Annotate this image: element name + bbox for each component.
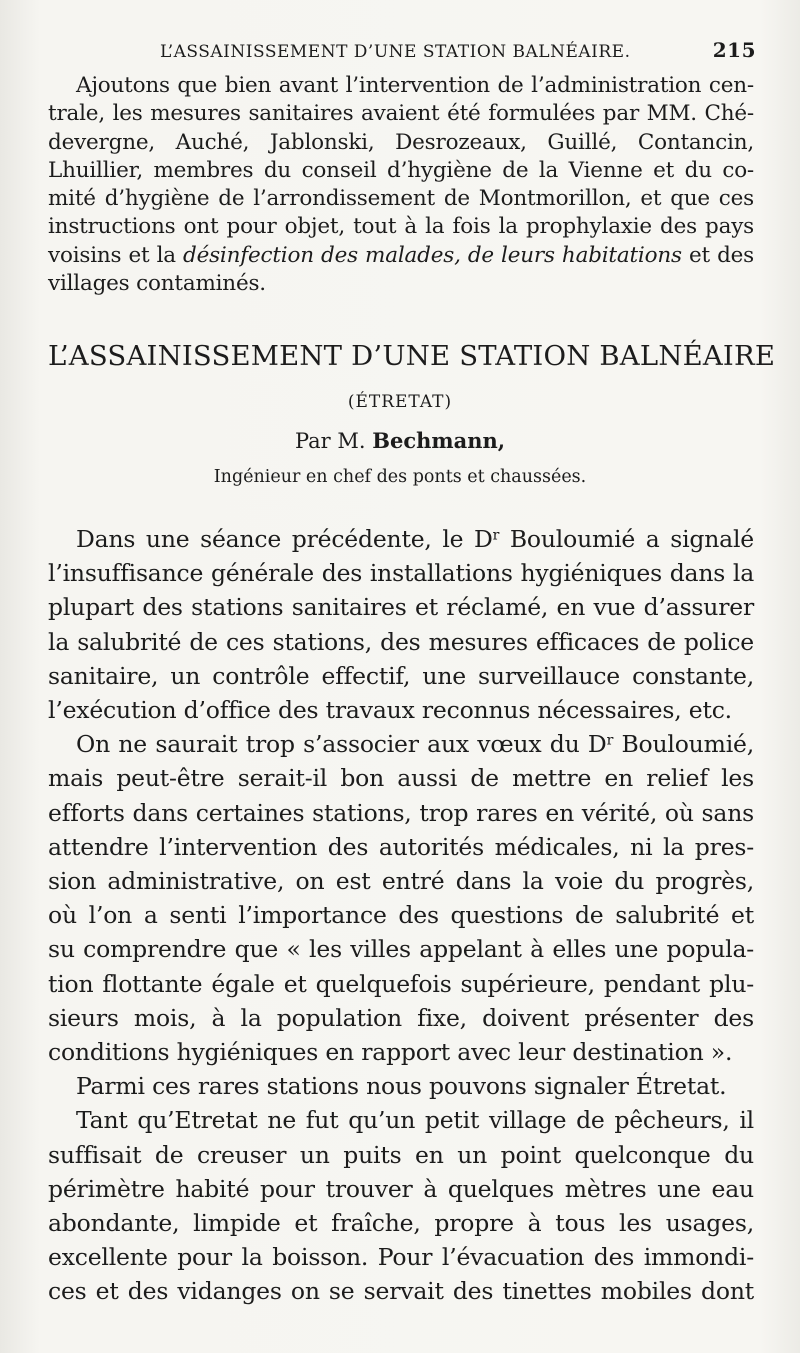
text-line (48, 242, 754, 270)
text-fragment: et des (681, 242, 754, 268)
text-line: Tant qu’Etretat ne fut qu’un petit village de pêcheurs, il (76, 1106, 754, 1135)
author-role: Ingénieur en chef des ponts et chaussées. (213, 467, 587, 487)
text-line (48, 727, 754, 761)
text-line: suffisait de creuser un puits en un point quelconque du (48, 1140, 754, 1169)
text-line: sanitaire, un contrôle effectif, une surveillauce constante, (48, 661, 754, 690)
text-line: la salubrité de ces stations, des mesures efficaces de police (48, 627, 754, 656)
text-line: périmètre habité pour trouver à quelques mètres une eau (48, 1174, 754, 1203)
text-line: l’exécution d’office des travaux reconnus nécessaires, etc. (48, 696, 732, 725)
text-line: efforts dans certaines stations, trop rares en vérité, où sans (48, 798, 754, 827)
article-body (48, 522, 754, 1309)
text-line: plupart des stations sanitaires et réclamé, en vue d’assurer (48, 593, 754, 622)
italic-fragment: désinfection des malades, de leurs habitations (183, 242, 682, 268)
page-number: 215 (712, 38, 756, 62)
text-line (48, 522, 754, 556)
text-line: mais peut-être serait-il bon aussi de mettre en relief les (48, 764, 754, 793)
text-fragment: voisins et la (48, 242, 183, 268)
intro-paragraph (48, 72, 754, 298)
running-title: L’ASSAINISSEMENT D’UNE STATION BALNÉAIRE. (160, 42, 631, 62)
text-fragment: Bouloumié, (613, 730, 754, 759)
text-line: sieurs mois, à la population fixe, doivent présenter des (48, 1003, 754, 1032)
superscript: r (492, 527, 500, 544)
author-name: Bechmann, (372, 428, 506, 453)
author-prefix: Par M. (294, 429, 373, 453)
text-line: Lhuillier, membres du conseil d’hygiène de la Vienne et du co- (48, 157, 754, 183)
text-line: su comprendre que « les villes appelant à elles une popula- (48, 935, 754, 964)
article-author (0, 428, 800, 453)
text-line: tion flottante égale et quelquefois supérieure, pendant plu- (48, 969, 754, 998)
text-line: instructions ont pour objet, tout à la fois la prophylaxie des pays (48, 214, 754, 240)
text-fragment: On ne saurait trop s’associer aux vœux du D (76, 730, 607, 759)
superscript: r (606, 732, 614, 749)
text-line: attendre l’intervention des autorités médicales, ni la pres- (48, 832, 754, 861)
text-line: sion administrative, on est entré dans la voie du progrès, (48, 867, 754, 896)
running-header (160, 38, 756, 62)
text-line: Parmi ces rares stations nous pouvons signaler Étretat. (76, 1072, 727, 1101)
text-line: l’insuffisance générale des installations hygiéniques dans la (48, 559, 754, 588)
text-line: devergne, Auché, Jablonski, Desrozeaux, Guillé, Contancin, (48, 129, 754, 155)
text-line: Ajoutons que bien avant l’intervention de l’administration cen- (76, 73, 754, 98)
text-line: ces et des vidanges on se servait des tinettes mobiles dont (48, 1277, 754, 1306)
text-line: excellente pour la boisson. Pour l’évacuation des immondi- (48, 1243, 754, 1272)
text-line: où l’on a senti l’importance des questions de salubrité et (48, 901, 754, 930)
article-subtitle: (ÉTRETAT) (347, 392, 453, 412)
article-title: L’ASSAINISSEMENT D’UNE STATION BALNÉAIRE (48, 340, 776, 372)
text-fragment: Bouloumié a signalé (499, 525, 754, 553)
text-line: mité d’hygiène de l’arrondissement de Montmorillon, et que ces (48, 186, 754, 212)
text-fragment: Dans une séance précédente, le D (76, 525, 493, 553)
text-line: conditions hygiéniques en rapport avec leur destination ». (48, 1038, 733, 1067)
text-line: trale, les mesures sanitaires avaient été formulées par MM. Ché- (48, 101, 754, 127)
text-line: abondante, limpide et fraîche, propre à tous les usages, (48, 1209, 754, 1238)
text-line: villages contaminés. (48, 271, 266, 297)
